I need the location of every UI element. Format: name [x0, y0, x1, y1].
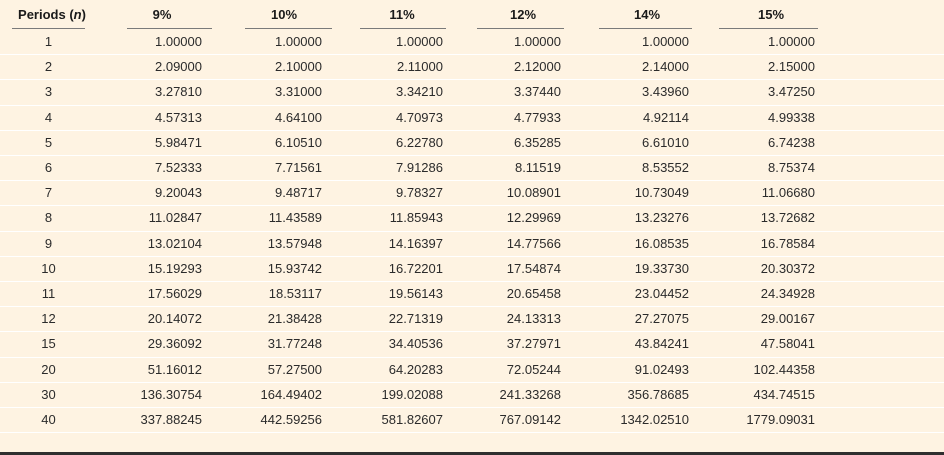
value-cell: 34.40536 [388, 336, 443, 352]
value-cell: 9.78327 [396, 185, 443, 201]
header-underline-rate-9 [127, 28, 212, 29]
value-cell: 27.27075 [634, 311, 689, 327]
table-row [0, 257, 944, 282]
value-cell: 2.10000 [275, 59, 322, 75]
value-cell: 6.61010 [642, 134, 689, 150]
period-cell: 12 [41, 311, 56, 327]
value-cell: 24.34928 [760, 286, 815, 301]
period-cell: 11 [41, 286, 56, 301]
value-cell: 6.74238 [768, 134, 815, 150]
table-row [0, 30, 944, 55]
value-cell: 1.00000 [155, 34, 202, 49]
value-cell: 23.04452 [634, 286, 689, 301]
value-cell: 4.57313 [155, 109, 202, 125]
value-cell: 1.00000 [275, 34, 322, 49]
value-cell: 9.20043 [155, 185, 202, 201]
header-underline-rate-10 [245, 28, 332, 29]
value-cell: 91.02493 [634, 361, 689, 377]
value-cell: 13.02104 [147, 235, 202, 251]
value-cell: 1.00000 [768, 34, 815, 49]
table-row [0, 106, 944, 131]
table-row [0, 307, 944, 332]
period-cell: 9 [44, 235, 53, 251]
value-cell: 1.00000 [514, 34, 561, 49]
value-cell: 4.92114 [642, 109, 689, 125]
header-periods-label: Periods ( [18, 7, 74, 22]
value-cell: 6.35285 [514, 134, 561, 150]
value-cell: 9.48717 [275, 185, 322, 201]
value-cell: 14.77566 [506, 235, 561, 251]
value-cell: 11.06680 [761, 185, 815, 201]
value-cell: 11.85943 [389, 210, 443, 226]
header-periods [10, 0, 94, 30]
value-cell: 3.37440 [514, 84, 561, 100]
value-cell: 4.70973 [396, 109, 443, 125]
table-row [0, 80, 944, 105]
header-rate-15: 15% [757, 7, 785, 22]
value-cell: 10.08901 [506, 185, 561, 201]
period-cell: 3 [44, 84, 53, 100]
period-cell: 4 [44, 109, 53, 125]
header-underline-periods [12, 28, 85, 29]
value-cell: 13.72682 [760, 210, 815, 226]
value-cell: 15.93742 [267, 260, 322, 276]
value-cell: 241.33268 [499, 386, 561, 402]
value-cell: 1342.02510 [620, 412, 689, 427]
value-cell: 136.30754 [140, 386, 202, 402]
value-cell: 164.49402 [260, 386, 322, 402]
header-rate-10: 10% [270, 7, 298, 22]
value-cell: 19.33730 [634, 260, 689, 276]
table-row [0, 358, 944, 383]
value-cell: 3.31000 [275, 84, 322, 100]
value-cell: 2.09000 [155, 59, 202, 75]
value-cell: 24.13313 [506, 311, 561, 327]
value-cell: 57.27500 [267, 361, 322, 377]
value-cell: 581.82607 [381, 412, 443, 427]
period-cell: 7 [44, 185, 53, 201]
header-underline-rate-15 [719, 28, 818, 29]
value-cell: 8.53552 [642, 160, 689, 175]
value-cell: 5.98471 [155, 134, 202, 150]
value-cell: 72.05244 [506, 361, 561, 377]
header-underline-rate-12 [477, 28, 564, 29]
table-row [0, 332, 944, 357]
value-cell: 19.56143 [388, 286, 443, 301]
value-cell: 29.36092 [147, 336, 202, 352]
value-cell: 21.38428 [267, 311, 322, 327]
value-cell: 10.73049 [634, 185, 689, 201]
value-cell: 3.27810 [155, 84, 202, 100]
value-cell: 2.12000 [514, 59, 561, 75]
value-cell: 337.88245 [140, 412, 202, 427]
table-row [0, 383, 944, 408]
period-cell: 20 [41, 361, 56, 377]
table-row [0, 55, 944, 80]
table-row [0, 408, 944, 433]
header-periods-close: ) [81, 7, 86, 22]
value-cell: 6.22780 [396, 134, 443, 150]
value-cell: 17.54874 [506, 260, 561, 276]
header-rate-11: 11% [389, 7, 415, 22]
value-cell: 7.91286 [396, 160, 443, 175]
period-cell: 40 [41, 412, 56, 427]
value-cell: 22.71319 [388, 311, 443, 327]
value-cell: 434.74515 [753, 386, 815, 402]
value-cell: 31.77248 [267, 336, 322, 352]
value-cell: 12.29969 [506, 210, 561, 226]
value-cell: 20.14072 [147, 311, 202, 327]
value-cell: 4.77933 [514, 109, 561, 125]
value-cell: 7.52333 [155, 160, 202, 175]
value-cell: 43.84241 [634, 336, 689, 352]
header-rate-12: 12% [509, 7, 537, 22]
value-cell: 6.10510 [275, 134, 322, 150]
table-row [0, 156, 944, 181]
value-cell: 14.16397 [388, 235, 443, 251]
value-cell: 3.43960 [642, 84, 689, 100]
value-cell: 767.09142 [499, 412, 561, 427]
period-cell: 6 [44, 160, 53, 175]
value-cell: 1779.09031 [746, 412, 815, 427]
header-underline-rate-11 [360, 28, 446, 29]
value-cell: 199.02088 [381, 386, 443, 402]
period-cell: 1 [44, 34, 53, 49]
value-cell: 16.08535 [634, 235, 689, 251]
header-rate-14: 14% [633, 7, 661, 22]
value-cell: 13.57948 [267, 235, 322, 251]
value-cell: 20.30372 [760, 260, 815, 276]
value-cell: 2.11000 [396, 59, 443, 75]
value-cell: 17.56029 [147, 286, 202, 301]
value-cell: 20.65458 [506, 286, 561, 301]
value-cell: 47.58041 [760, 336, 815, 352]
table-row [0, 206, 944, 231]
value-cell: 3.34210 [396, 84, 443, 100]
value-cell: 356.78685 [627, 386, 689, 402]
value-cell: 102.44358 [753, 361, 815, 377]
table-row [0, 282, 944, 307]
header-periods-symbol: n [73, 7, 82, 22]
value-cell: 15.19293 [147, 260, 202, 276]
value-cell: 18.53117 [268, 286, 322, 301]
header-rate-9: 9% [152, 7, 172, 22]
value-cell: 2.14000 [642, 59, 689, 75]
value-cell: 2.15000 [768, 59, 815, 75]
value-cell: 8.75374 [768, 160, 815, 175]
period-cell: 8 [44, 210, 53, 226]
value-cell: 16.72201 [388, 260, 443, 276]
value-cell: 11.43589 [268, 210, 322, 226]
period-cell: 2 [44, 59, 53, 75]
value-cell: 1.00000 [642, 34, 689, 49]
value-cell: 16.78584 [760, 235, 815, 251]
value-cell: 1.00000 [396, 34, 443, 49]
table-row [0, 232, 944, 257]
header-underline-rate-14 [599, 28, 692, 29]
value-cell: 51.16012 [147, 361, 202, 377]
table-row [0, 181, 944, 206]
value-cell: 8.11519 [514, 160, 561, 175]
value-cell: 7.71561 [275, 160, 322, 175]
period-cell: 30 [41, 386, 56, 402]
value-cell: 29.00167 [760, 311, 815, 327]
value-cell: 37.27971 [506, 336, 561, 352]
value-cell: 64.20283 [388, 361, 443, 377]
value-cell: 11.02847 [148, 210, 202, 226]
value-cell: 4.64100 [275, 109, 322, 125]
period-cell: 15 [41, 336, 56, 352]
period-cell: 10 [41, 260, 56, 276]
value-cell: 3.47250 [768, 84, 815, 100]
value-cell: 442.59256 [260, 412, 322, 427]
value-cell: 4.99338 [768, 109, 815, 125]
value-cell: 13.23276 [634, 210, 689, 226]
period-cell: 5 [44, 134, 53, 150]
table-row [0, 131, 944, 156]
